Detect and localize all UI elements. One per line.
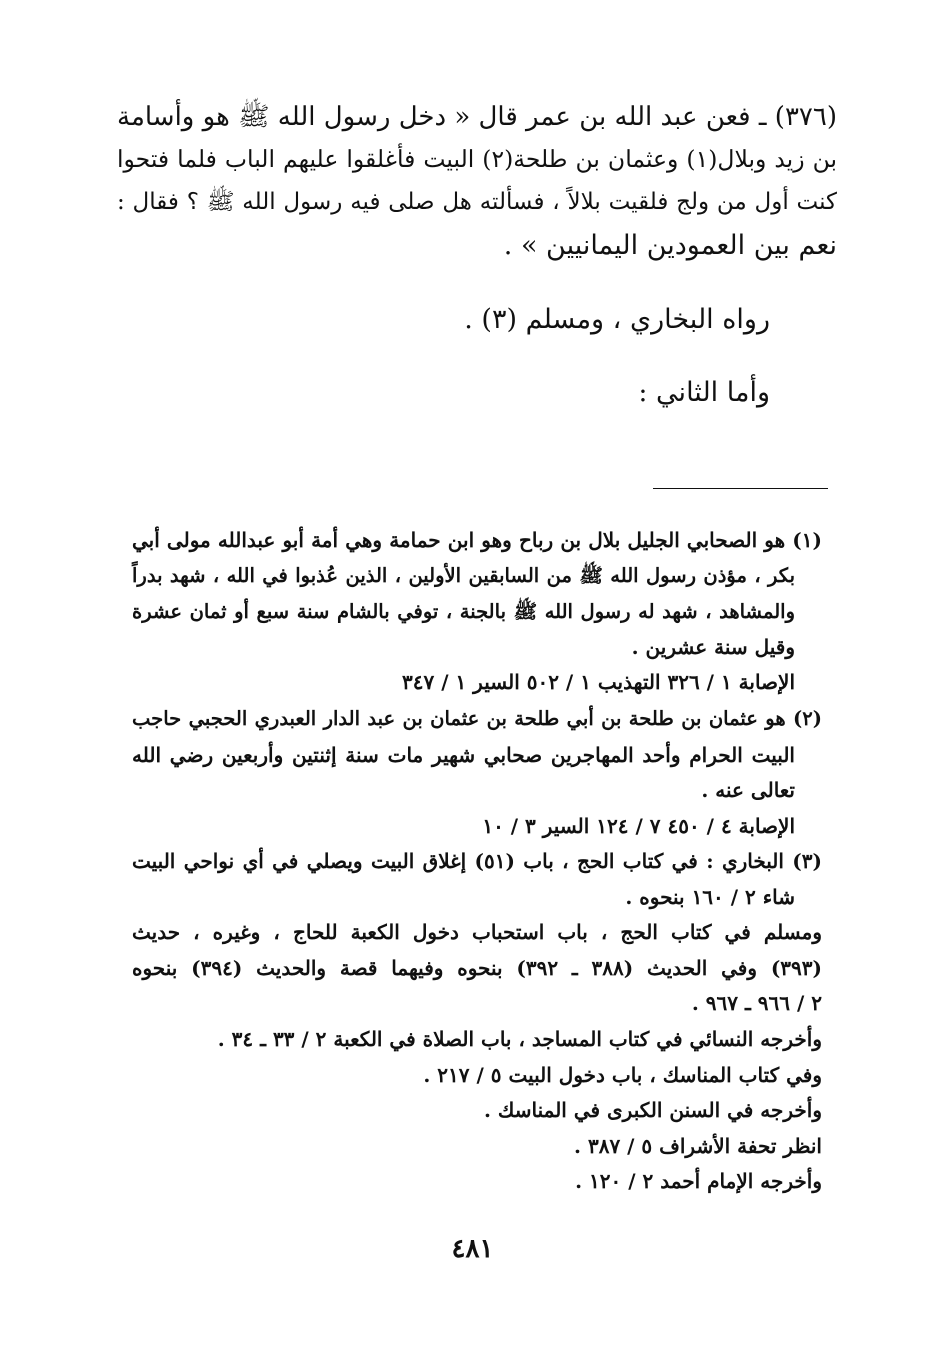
narration-source: رواه البخاري ، ومسلم (٣) . <box>464 304 770 335</box>
footnote-2-line-2: البيت الحرام وأحد المهاجرين صحابي شهير مات سنة إثنتين وأربعين رضي الله <box>132 743 795 767</box>
footnote-1-line-3: والمشاهد ، شهد له رسول الله ﷺ بالجنة ، توفي بالشام سنة سبع أو ثمان عشرة <box>132 600 795 623</box>
footnote-3-line-3: ومسلم في كتاب الحج ، باب استحباب دخول الكعبة للحاج ، وغيره ، حديث <box>132 920 822 944</box>
footnote-2-line-1: (٢) هو عثمان بن طلحة بن أبي طلحة بن عثمان بن عبد الدار العبدري الحجبي حاجب <box>132 707 822 730</box>
footnote-3-line-9: انظر تحفة الأشراف ٥ / ٣٨٧ . <box>574 1134 822 1158</box>
hadith-line-3: كنت أول من ولج فلقيت بلالاً ، فسألته هل صلى فيه رسول الله ﷺ ؟ فقال : <box>117 189 837 215</box>
footnote-divider <box>653 488 828 489</box>
section-heading: وأما الثاني : <box>638 377 770 408</box>
footnote-1-line-1: (١) هو الصحابي الجليل بلال بن رباح وهو ابن حمامة وهي أمة أبو عبدالله مولى أبي <box>132 528 822 552</box>
hadith-line-2: بن زيد وبلال(١) وعثمان بن طلحة(٢) البيت فأغلقوا عليهم الباب فلما فتحوا <box>117 145 838 173</box>
footnote-1-reference: الإصابة ١ / ٣٢٦ التهذيب ١ / ٥٠٢ السير ١ / ٣٤٧ <box>402 670 795 694</box>
footnote-3-line-7: وفي كتاب المناسك ، باب دخول البيت ٥ / ٢١٧ . <box>423 1063 822 1087</box>
footnote-3-line-5: ٢ / ٩٦٦ ـ ٩٦٧ . <box>691 991 822 1015</box>
footnote-3-line-10: وأخرجه الإمام أحمد ٢ / ١٢٠ . <box>575 1169 822 1193</box>
footnote-3-line-1: (٣) البخاري : في كتاب الحج ، باب (٥١) إغلاق البيت ويصلي في أي نواحي البيت <box>132 849 822 873</box>
page-number: ٤٨١ <box>451 1234 494 1264</box>
footnote-3-line-8: وأخرجه في السنن الكبرى في المناسك . <box>483 1098 822 1122</box>
footnote-2-line-3: تعالى عنه . <box>701 778 795 802</box>
footnote-3-line-2: شاء ٢ / ١٦٠ بنحوه . <box>625 885 795 909</box>
hadith-line-1: (٣٧٦) ـ فعن عبد الله بن عمر قال « دخل رسول الله ﷺ هو وأسامة <box>117 102 837 132</box>
hadith-line-4: نعم بين العمودين اليمانيين » . <box>503 230 837 261</box>
footnote-3-line-4: (٣٩٣) وفي الحديث (٣٨٨ ـ ٣٩٢) بنحوه وفيهما قصة والحديث (٣٩٤) بنحوه <box>132 956 822 980</box>
footnote-3-line-6: وأخرجه النسائي في كتاب المساجد ، باب الصلاة في الكعبة ٢ / ٣٣ ـ ٣٤ . <box>217 1027 822 1051</box>
footnote-1-line-2: بكر ، مؤذن رسول الله ﷺ من السابقين الأولين ، الذين عُذبوا في الله ، شهد بدراً <box>132 564 795 587</box>
footnote-1-line-4: وقيل سنة عشرين . <box>631 635 795 659</box>
footnote-2-reference: الإصابة ٤ / ٤٥٠ ٧ / ١٢٤ السير ٣ / ١٠ <box>482 814 795 838</box>
